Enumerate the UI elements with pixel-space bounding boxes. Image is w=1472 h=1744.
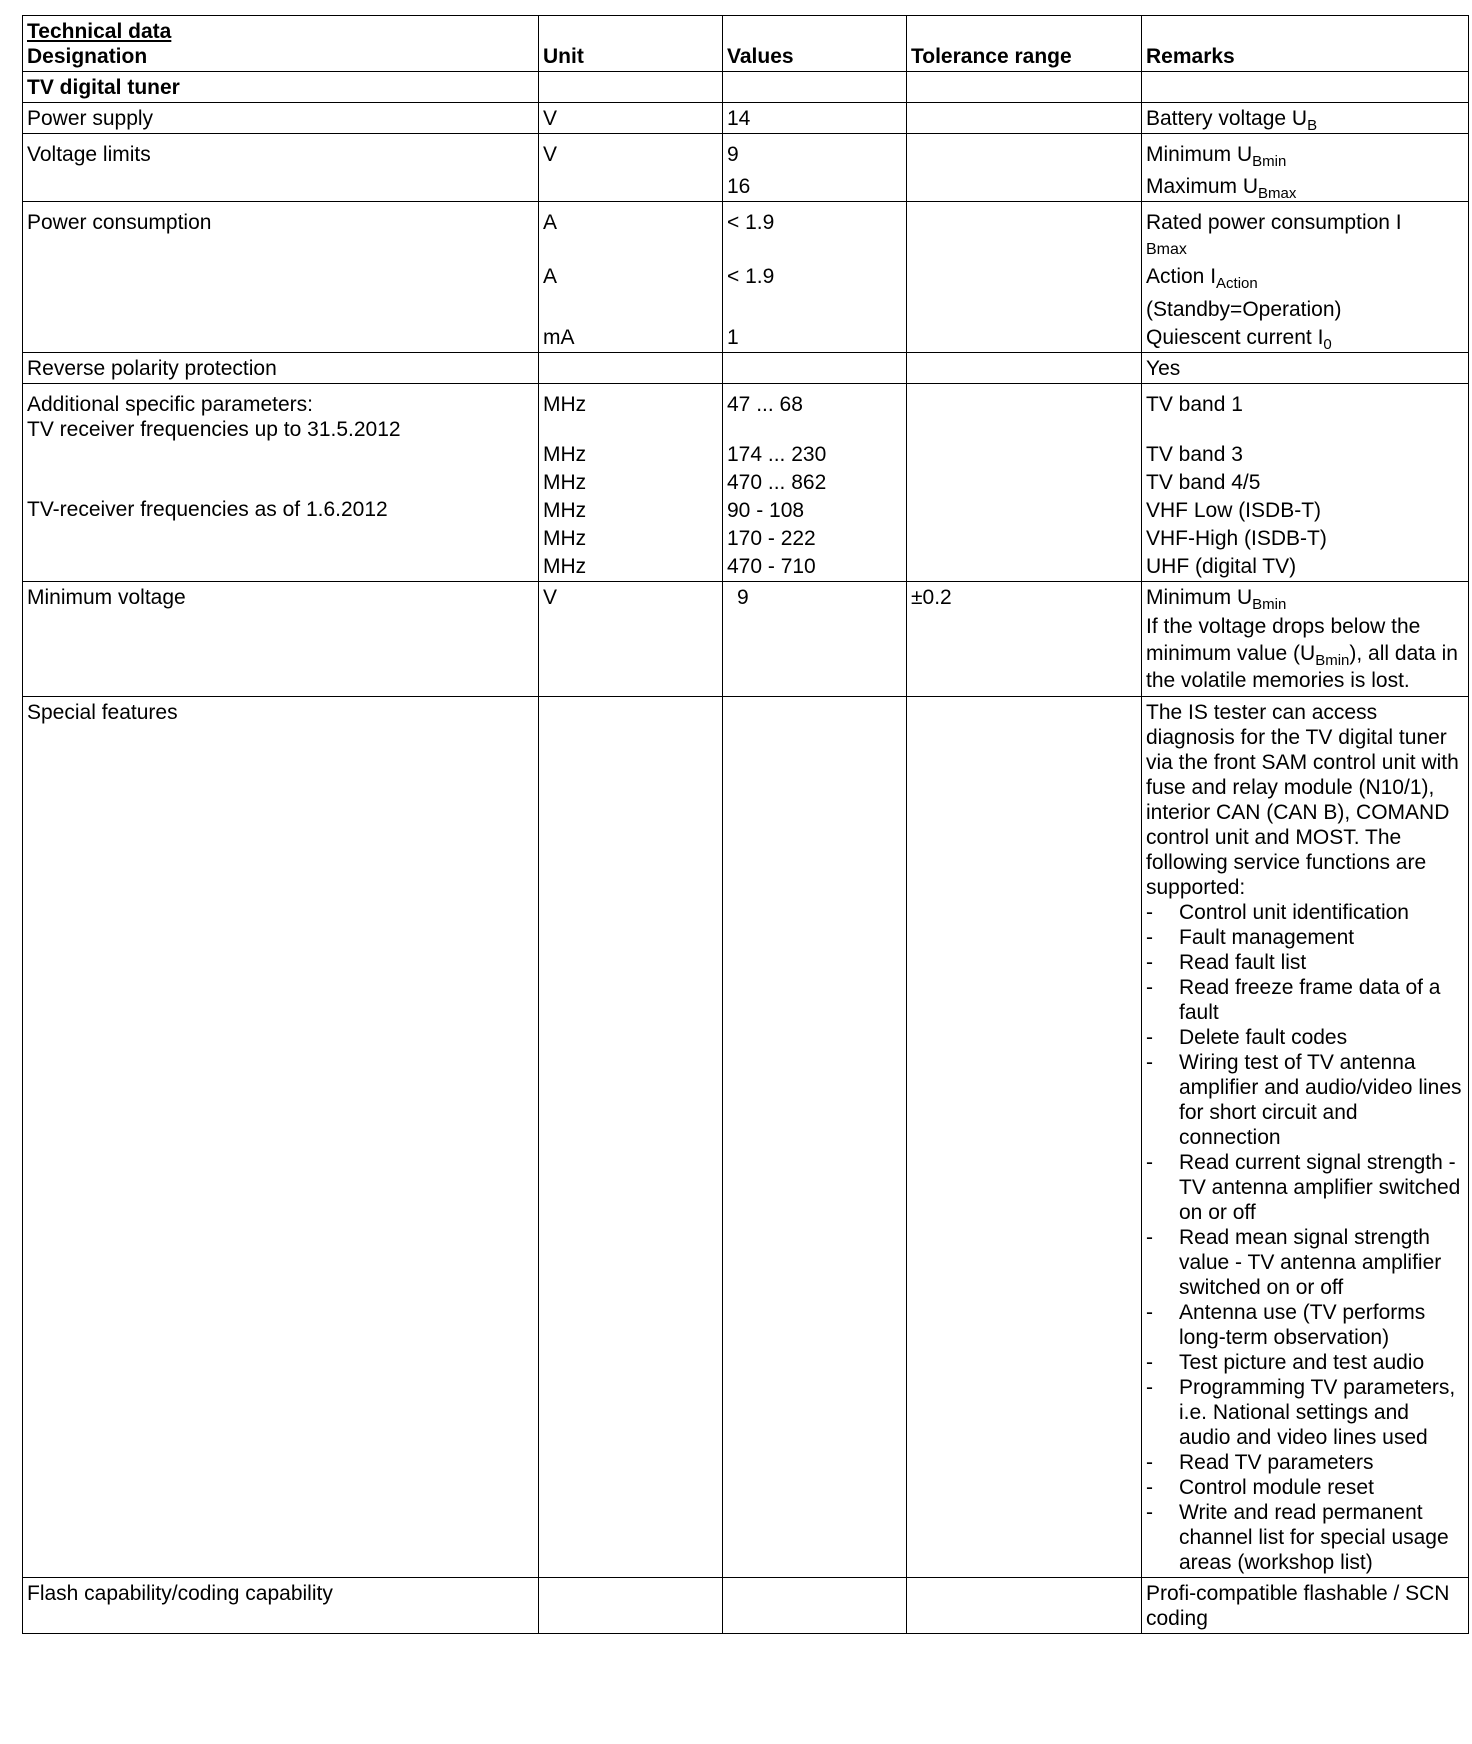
remark-subscript: B xyxy=(1307,117,1318,134)
value-cell: 14 xyxy=(723,103,907,134)
tolerance-cell xyxy=(907,697,1142,1578)
technical-data-table xyxy=(22,15,1469,1634)
value-cell xyxy=(723,384,907,582)
list-item: - Write and read permanent channel list for special usage areas (workshop list) xyxy=(1146,1501,1449,1574)
remark-cell xyxy=(1142,202,1469,353)
remark-paragraph xyxy=(1146,613,1464,694)
table-row-flash-capability xyxy=(23,1578,1469,1634)
remark-subscript: Bmin xyxy=(1252,596,1287,613)
unit-text: MHz xyxy=(543,555,587,578)
service-functions-list xyxy=(1146,900,1464,1575)
unit-text: mA xyxy=(543,326,575,349)
value-text: 174 ... 230 xyxy=(727,443,827,466)
tolerance-cell xyxy=(907,134,1142,202)
list-item: - Control unit identification xyxy=(1146,901,1409,924)
value-text: 470 ... 862 xyxy=(727,471,827,494)
unit-text: A xyxy=(543,265,558,288)
value-text: 170 - 222 xyxy=(727,527,816,550)
remark-subscript: Action xyxy=(1216,275,1258,292)
list-item: - Programming TV parameters, i.e. National settings and audio and video lines used xyxy=(1146,1376,1456,1449)
designation-cell: Power supply xyxy=(23,103,539,134)
section-title: Technical data xyxy=(27,20,172,43)
tolerance-cell xyxy=(907,202,1142,353)
designation-cell: Minimum voltage xyxy=(23,582,539,697)
value-text: 9 xyxy=(727,143,739,166)
remark-line xyxy=(1146,325,1464,353)
tolerance-cell: ±0.2 xyxy=(907,582,1142,697)
value-cell xyxy=(723,697,907,1578)
column-header-unit: Unit xyxy=(539,16,723,72)
empty-cell xyxy=(1142,72,1469,103)
value-cell xyxy=(723,202,907,353)
unit-cell: V xyxy=(539,103,723,134)
remark-text: ), all data in the volatile memories is lost. xyxy=(1146,642,1458,692)
unit-cell xyxy=(539,697,723,1578)
remark-cell: Yes xyxy=(1142,353,1469,384)
table-row-voltage-limits xyxy=(23,134,1469,202)
unit-text: MHz xyxy=(543,527,587,550)
remark-text: TV band 4/5 xyxy=(1146,471,1261,494)
remark-text: Rated power consumption I xyxy=(1146,211,1402,234)
designation-cell: Reverse polarity protection xyxy=(23,353,539,384)
remark-subscript: Bmin xyxy=(1315,652,1350,669)
header-row xyxy=(23,16,1469,72)
unit-cell xyxy=(539,202,723,353)
group-row xyxy=(23,72,1469,103)
unit-cell xyxy=(539,134,723,202)
column-header-designation: Designation xyxy=(27,45,148,68)
list-item: - Read freeze frame data of a fault xyxy=(1146,976,1441,1024)
remark-line xyxy=(1146,174,1464,202)
value-cell xyxy=(723,134,907,202)
designation-cell: Flash capability/coding capability xyxy=(23,1578,539,1634)
value-text: 47 ... 68 xyxy=(727,393,803,416)
header-designation-cell xyxy=(23,16,539,72)
list-item: - Read fault list xyxy=(1146,951,1307,974)
remark-text: VHF-High (ISDB-T) xyxy=(1146,527,1327,550)
designation-text: Additional specific parameters: xyxy=(27,393,313,416)
column-header-remarks: Remarks xyxy=(1142,16,1469,72)
empty-cell xyxy=(723,72,907,103)
remark-line xyxy=(1146,585,1464,613)
list-item: - Read current signal strength - TV antenna amplifier switched on or off xyxy=(1146,1151,1461,1224)
value-text: 470 - 710 xyxy=(727,555,816,578)
remark-cell xyxy=(1142,582,1469,697)
tolerance-cell xyxy=(907,1578,1142,1634)
unit-text: MHz xyxy=(543,443,587,466)
list-item: - Wiring test of TV antenna amplifier and audio/video lines for short circuit and connection xyxy=(1146,1051,1462,1149)
unit-cell: V xyxy=(539,582,723,697)
remark-text: If the voltage drops below the minimum value (U xyxy=(1146,615,1421,665)
list-item: - Antenna use (TV performs long-term observation) xyxy=(1146,1301,1426,1349)
table-row-power-supply xyxy=(23,103,1469,134)
special-features-intro: The IS tester can access diagnosis for the TV digital tuner via the front SAM control unit with fuse and relay module (N10/1), interior CAN (CAN B), COMAND control unit and MOST. The following service functions are supported: xyxy=(1146,701,1459,899)
remark-line xyxy=(1146,264,1464,292)
designation-text: TV-receiver frequencies as of 1.6.2012 xyxy=(27,498,388,521)
remark-text: Action I xyxy=(1146,265,1217,288)
remark-text: Maximum U xyxy=(1146,175,1259,198)
value-text: < 1.9 xyxy=(727,211,775,234)
table-row-reverse-polarity xyxy=(23,353,1469,384)
list-item: - Delete fault codes xyxy=(1146,1026,1348,1049)
remark-text: Battery voltage U xyxy=(1146,107,1308,130)
empty-cell xyxy=(907,72,1142,103)
remark-line xyxy=(1146,142,1464,170)
list-item: - Fault management xyxy=(1146,926,1355,949)
designation-text: TV receiver frequencies up to 31.5.2012 xyxy=(27,418,401,441)
tolerance-cell xyxy=(907,384,1142,582)
remark-text: TV band 1 xyxy=(1146,393,1243,416)
list-item: - Test picture and test audio xyxy=(1146,1351,1425,1374)
unit-cell xyxy=(539,1578,723,1634)
value-text: 1 xyxy=(727,326,739,349)
column-header-values: Values xyxy=(723,16,907,72)
table-row-power-consumption xyxy=(23,202,1469,353)
tolerance-cell xyxy=(907,353,1142,384)
designation-cell xyxy=(23,384,539,582)
remark-subscript: Bmax xyxy=(1258,185,1297,202)
remark-text: Minimum U xyxy=(1146,143,1253,166)
group-title: TV digital tuner xyxy=(23,72,539,103)
value-cell: 9 xyxy=(723,582,907,697)
unit-text: MHz xyxy=(543,393,587,416)
unit-cell xyxy=(539,384,723,582)
designation-cell: Voltage limits xyxy=(23,134,539,202)
designation-cell: Power consumption xyxy=(23,202,539,353)
remark-text: TV band 3 xyxy=(1146,443,1243,466)
remark-text: Bmax xyxy=(1146,241,1187,258)
remark-text: (Standby=Operation) xyxy=(1146,298,1342,321)
remark-cell xyxy=(1142,384,1469,582)
unit-text: MHz xyxy=(543,471,587,494)
value-text: 90 - 108 xyxy=(727,499,805,522)
tolerance-cell xyxy=(907,103,1142,134)
remark-subscript: 0 xyxy=(1323,336,1332,353)
list-item: - Read mean signal strength value - TV antenna amplifier switched on or off xyxy=(1146,1226,1442,1299)
remark-text: Minimum U xyxy=(1146,586,1253,609)
empty-cell xyxy=(539,72,723,103)
value-text: < 1.9 xyxy=(727,265,775,288)
value-text: 16 xyxy=(727,175,751,198)
unit-text: A xyxy=(543,211,558,234)
remark-subscript: Bmin xyxy=(1252,153,1287,170)
table-row-additional-parameters xyxy=(23,384,1469,582)
value-cell xyxy=(723,1578,907,1634)
value-cell xyxy=(723,353,907,384)
designation-cell: Special features xyxy=(23,697,539,1578)
remark-cell xyxy=(1142,134,1469,202)
remark-text: UHF (digital TV) xyxy=(1146,555,1297,578)
technical-data-document xyxy=(22,15,1469,1634)
table-row-minimum-voltage xyxy=(23,582,1469,697)
unit-cell xyxy=(539,353,723,384)
remark-text: VHF Low (ISDB-T) xyxy=(1146,499,1322,522)
remark-cell: Profi-compatible flashable / SCN coding xyxy=(1142,1578,1469,1634)
remark-cell xyxy=(1142,697,1469,1578)
table-row-special-features xyxy=(23,697,1469,1578)
unit-text: MHz xyxy=(543,499,587,522)
column-header-tolerance: Tolerance range xyxy=(907,16,1142,72)
remark-cell xyxy=(1142,103,1469,134)
list-item: - Read TV parameters xyxy=(1146,1451,1374,1474)
remark-text: Quiescent current I xyxy=(1146,326,1324,349)
unit-text: V xyxy=(543,143,558,166)
list-item: - Control module reset xyxy=(1146,1476,1374,1499)
